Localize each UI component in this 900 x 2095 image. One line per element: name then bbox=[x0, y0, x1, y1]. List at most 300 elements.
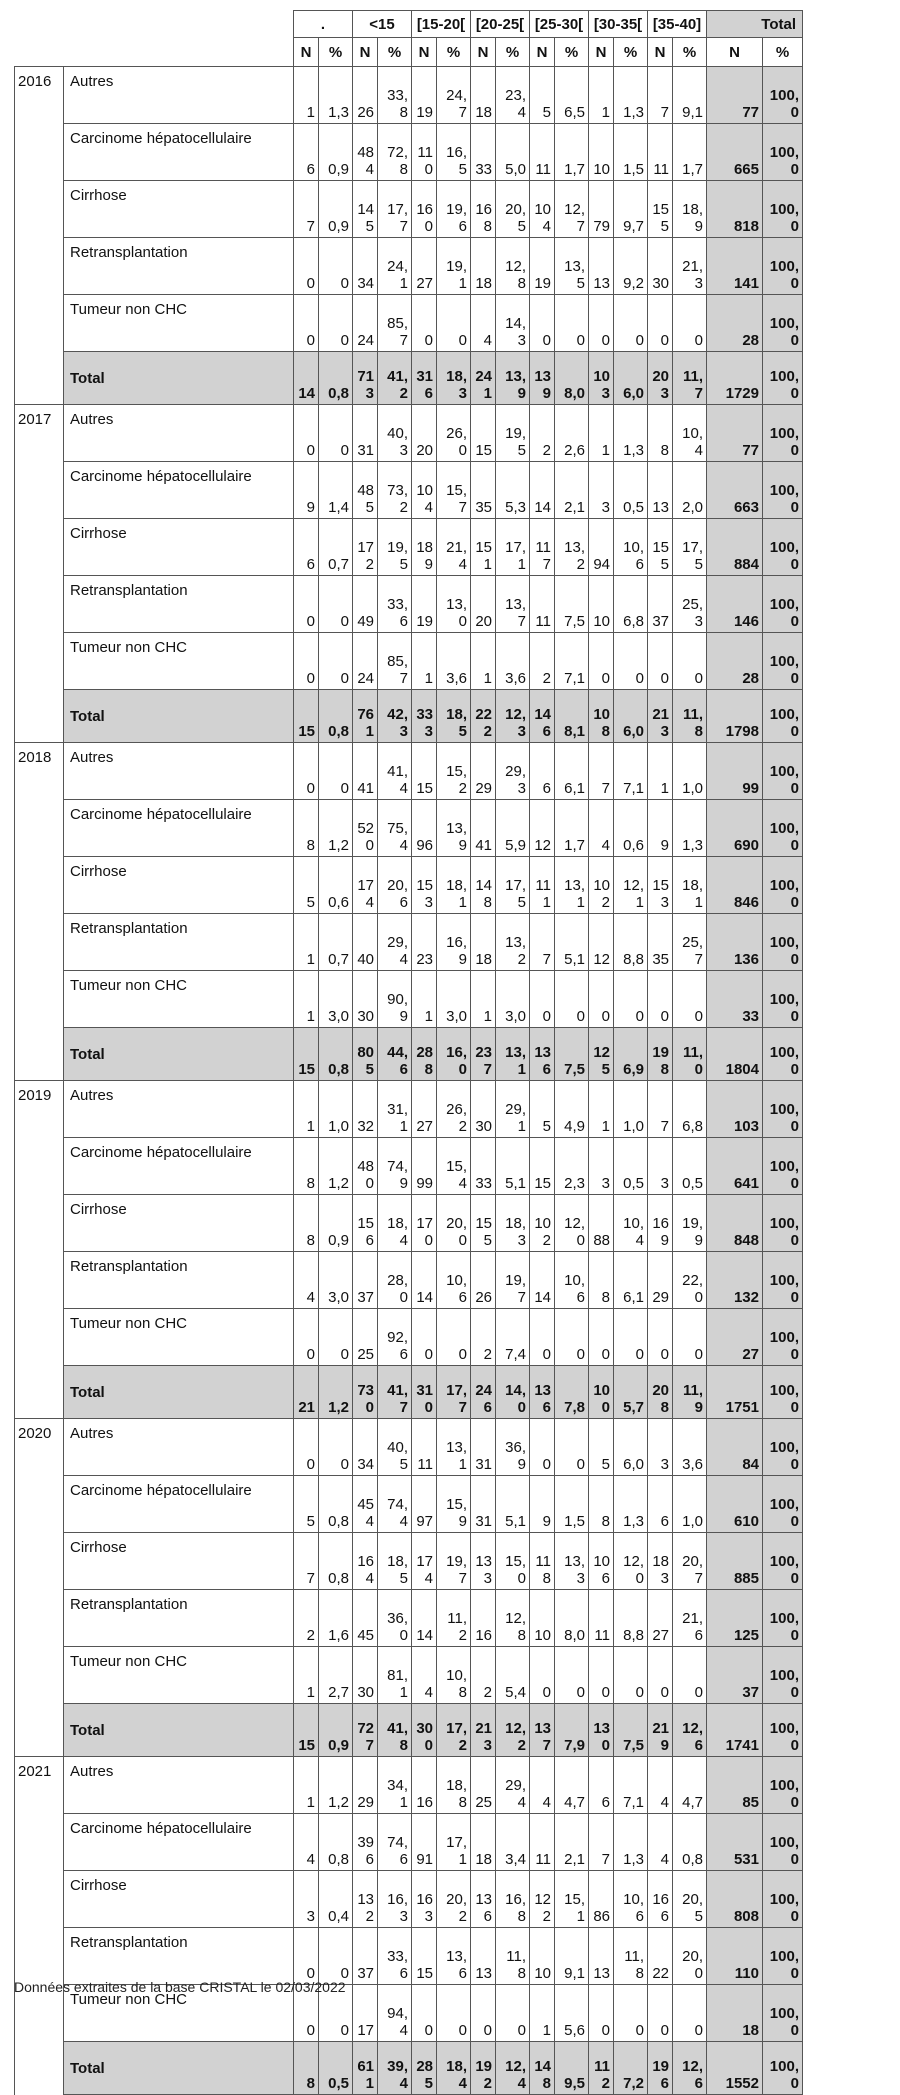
value-cell: 0 bbox=[614, 295, 648, 352]
value-cell: 18 bbox=[471, 1814, 496, 1871]
value-cell: 42,3 bbox=[378, 690, 412, 743]
row-total-value: 100,0 bbox=[763, 1195, 803, 1252]
value-cell: 19,1 bbox=[437, 238, 471, 295]
value-cell: 203 bbox=[648, 352, 673, 405]
value-cell: 316 bbox=[412, 352, 437, 405]
value-cell: 7,9 bbox=[555, 1704, 589, 1757]
value-cell: 11 bbox=[589, 1590, 614, 1647]
value-cell: 16,8 bbox=[496, 1871, 530, 1928]
row-label-cell: Retransplantation bbox=[64, 1590, 294, 1647]
total-label-cell: Total bbox=[64, 1366, 294, 1419]
row-total-value: 610 bbox=[707, 1476, 763, 1533]
value-cell: 310 bbox=[412, 1366, 437, 1419]
value-cell: 170 bbox=[412, 1195, 437, 1252]
value-cell: 5,4 bbox=[496, 1647, 530, 1704]
value-cell: 18 bbox=[471, 914, 496, 971]
row-label-cell: Retransplantation bbox=[64, 1928, 294, 1985]
value-cell: 25 bbox=[353, 1309, 378, 1366]
value-cell: 23 bbox=[412, 914, 437, 971]
value-cell: 2,6 bbox=[555, 405, 589, 462]
value-cell: 11,0 bbox=[673, 1028, 707, 1081]
value-cell: 133 bbox=[471, 1533, 496, 1590]
value-cell: 1,3 bbox=[614, 405, 648, 462]
value-cell: 122 bbox=[530, 1871, 555, 1928]
value-cell: 29,1 bbox=[496, 1081, 530, 1138]
value-cell: 100 bbox=[589, 1366, 614, 1419]
value-cell: 29 bbox=[471, 743, 496, 800]
value-cell: 0 bbox=[294, 295, 319, 352]
value-cell: 8,8 bbox=[614, 1590, 648, 1647]
value-cell: 0 bbox=[589, 1647, 614, 1704]
total-label-cell: Total bbox=[64, 1028, 294, 1081]
value-cell: 90,9 bbox=[378, 971, 412, 1028]
value-cell: 148 bbox=[530, 2042, 555, 2095]
row-total-value: 85 bbox=[707, 1757, 763, 1814]
table-row bbox=[15, 1928, 803, 1985]
row-label-cell: Tumeur non CHC bbox=[64, 633, 294, 690]
value-cell: 148 bbox=[471, 857, 496, 914]
row-total-value: 103 bbox=[707, 1081, 763, 1138]
value-cell: 30 bbox=[471, 1081, 496, 1138]
value-cell: 3 bbox=[589, 1138, 614, 1195]
value-cell: 15 bbox=[530, 1138, 555, 1195]
value-cell: 0 bbox=[412, 1309, 437, 1366]
value-cell: 5,6 bbox=[555, 1985, 589, 2042]
value-cell: 174 bbox=[412, 1533, 437, 1590]
value-cell: 132 bbox=[353, 1871, 378, 1928]
value-cell: 15,1 bbox=[555, 1871, 589, 1928]
value-cell: 0 bbox=[294, 1985, 319, 2042]
row-total-value: 100,0 bbox=[763, 914, 803, 971]
value-cell: 11,2 bbox=[437, 1590, 471, 1647]
table-row bbox=[15, 1252, 803, 1309]
value-cell: 74,4 bbox=[378, 1476, 412, 1533]
total-label-cell: Total bbox=[64, 352, 294, 405]
value-cell: 41,7 bbox=[378, 1366, 412, 1419]
value-cell: 31 bbox=[471, 1476, 496, 1533]
value-cell: 198 bbox=[648, 1028, 673, 1081]
value-cell: 106 bbox=[589, 1533, 614, 1590]
value-cell: 18,1 bbox=[673, 857, 707, 914]
value-cell: 17,5 bbox=[496, 857, 530, 914]
row-total-value: 885 bbox=[707, 1533, 763, 1590]
row-total-value: 100,0 bbox=[763, 1871, 803, 1928]
value-cell: 20,0 bbox=[437, 1195, 471, 1252]
row-total-value: 100,0 bbox=[763, 519, 803, 576]
value-cell: 33 bbox=[471, 124, 496, 181]
value-cell: 11,9 bbox=[673, 1366, 707, 1419]
row-label-cell: Retransplantation bbox=[64, 238, 294, 295]
value-cell: 168 bbox=[471, 181, 496, 238]
value-cell: 10,6 bbox=[614, 519, 648, 576]
row-label-cell: Carcinome hépatocellulaire bbox=[64, 1476, 294, 1533]
row-total-value: 100,0 bbox=[763, 690, 803, 743]
value-cell: 10,4 bbox=[614, 1195, 648, 1252]
value-cell: 11,7 bbox=[673, 352, 707, 405]
value-cell: 15 bbox=[294, 690, 319, 743]
value-cell: 0 bbox=[294, 1928, 319, 1985]
value-cell: 11 bbox=[412, 1419, 437, 1476]
value-cell: 0 bbox=[437, 1985, 471, 2042]
value-cell: 1 bbox=[589, 67, 614, 124]
table-row bbox=[15, 800, 803, 857]
value-cell: 0 bbox=[530, 971, 555, 1028]
value-cell: 37 bbox=[353, 1928, 378, 1985]
value-cell: 146 bbox=[530, 690, 555, 743]
subcolumn-header: % bbox=[378, 38, 412, 67]
row-total-value: 28 bbox=[707, 295, 763, 352]
value-cell: 18,5 bbox=[437, 690, 471, 743]
value-cell: 155 bbox=[471, 1195, 496, 1252]
value-cell: 145 bbox=[353, 181, 378, 238]
value-cell: 31 bbox=[353, 405, 378, 462]
table-row-total bbox=[15, 690, 803, 743]
row-total-value: 808 bbox=[707, 1871, 763, 1928]
row-total-value: 690 bbox=[707, 800, 763, 857]
row-total-value: 100,0 bbox=[763, 857, 803, 914]
value-cell: 25 bbox=[471, 1757, 496, 1814]
value-cell: 11,8 bbox=[673, 690, 707, 743]
value-cell: 18,1 bbox=[437, 857, 471, 914]
value-cell: 35 bbox=[648, 914, 673, 971]
column-group-header: . bbox=[294, 11, 353, 38]
value-cell: 13,9 bbox=[437, 800, 471, 857]
table-row bbox=[15, 576, 803, 633]
value-cell: 26 bbox=[353, 67, 378, 124]
value-cell: 5,0 bbox=[496, 124, 530, 181]
value-cell: 10 bbox=[530, 1928, 555, 1985]
value-cell: 169 bbox=[648, 1195, 673, 1252]
value-cell: 12,6 bbox=[673, 2042, 707, 2095]
row-total-value: 100,0 bbox=[763, 1028, 803, 1081]
row-total-value: 1741 bbox=[707, 1704, 763, 1757]
value-cell: 0 bbox=[437, 1309, 471, 1366]
row-total-value: 100,0 bbox=[763, 1704, 803, 1757]
value-cell: 9 bbox=[530, 1476, 555, 1533]
row-label-cell: Cirrhose bbox=[64, 181, 294, 238]
value-cell: 0,7 bbox=[319, 914, 353, 971]
value-cell: 16 bbox=[412, 1757, 437, 1814]
value-cell: 3,6 bbox=[496, 633, 530, 690]
value-cell: 79 bbox=[589, 181, 614, 238]
value-cell: 117 bbox=[530, 519, 555, 576]
value-cell: 222 bbox=[471, 690, 496, 743]
value-cell: 17,7 bbox=[378, 181, 412, 238]
table-row bbox=[15, 633, 803, 690]
value-cell: 18,3 bbox=[496, 1195, 530, 1252]
value-cell: 219 bbox=[648, 1704, 673, 1757]
value-cell: 136 bbox=[471, 1871, 496, 1928]
value-cell: 0 bbox=[673, 971, 707, 1028]
value-cell: 1,3 bbox=[673, 800, 707, 857]
row-label-cell: Autres bbox=[64, 67, 294, 124]
value-cell: 1,3 bbox=[319, 67, 353, 124]
value-cell: 8,0 bbox=[555, 1590, 589, 1647]
value-cell: 34 bbox=[353, 238, 378, 295]
table-row bbox=[15, 1081, 803, 1138]
value-cell: 27 bbox=[412, 1081, 437, 1138]
value-cell: 18,4 bbox=[378, 1195, 412, 1252]
value-cell: 485 bbox=[353, 462, 378, 519]
value-cell: 19,9 bbox=[673, 1195, 707, 1252]
table-row bbox=[15, 405, 803, 462]
year-cell: 2017 bbox=[15, 405, 64, 743]
value-cell: 0 bbox=[530, 295, 555, 352]
subcolumn-header: % bbox=[763, 38, 803, 67]
value-cell: 13 bbox=[589, 238, 614, 295]
value-cell: 160 bbox=[412, 181, 437, 238]
value-cell: 34 bbox=[353, 1419, 378, 1476]
row-label-cell: Cirrhose bbox=[64, 519, 294, 576]
value-cell: 21 bbox=[294, 1366, 319, 1419]
row-total-value: 665 bbox=[707, 124, 763, 181]
subcolumn-header: % bbox=[319, 38, 353, 67]
value-cell: 189 bbox=[412, 519, 437, 576]
value-cell: 29 bbox=[648, 1252, 673, 1309]
value-cell: 8 bbox=[294, 2042, 319, 2095]
value-cell: 484 bbox=[353, 124, 378, 181]
value-cell: 8 bbox=[294, 1195, 319, 1252]
value-cell: 34,1 bbox=[378, 1757, 412, 1814]
value-cell: 3,0 bbox=[437, 971, 471, 1028]
value-cell: 0 bbox=[614, 1309, 648, 1366]
table-row bbox=[15, 1533, 803, 1590]
table-row bbox=[15, 1195, 803, 1252]
row-total-value: 37 bbox=[707, 1647, 763, 1704]
row-label-cell: Autres bbox=[64, 1419, 294, 1476]
value-cell: 1,0 bbox=[673, 1476, 707, 1533]
value-cell: 611 bbox=[353, 2042, 378, 2095]
table-row bbox=[15, 238, 803, 295]
value-cell: 28,0 bbox=[378, 1252, 412, 1309]
value-cell: 11 bbox=[648, 124, 673, 181]
value-cell: 7,5 bbox=[614, 1704, 648, 1757]
value-cell: 19 bbox=[412, 576, 437, 633]
table-row-total bbox=[15, 1704, 803, 1757]
value-cell: 0,6 bbox=[614, 800, 648, 857]
value-cell: 72,8 bbox=[378, 124, 412, 181]
value-cell: 13,6 bbox=[437, 1928, 471, 1985]
table-row bbox=[15, 462, 803, 519]
value-cell: 761 bbox=[353, 690, 378, 743]
value-cell: 6 bbox=[648, 1476, 673, 1533]
value-cell: 20,6 bbox=[378, 857, 412, 914]
value-cell: 7,5 bbox=[555, 1028, 589, 1081]
value-cell: 153 bbox=[648, 857, 673, 914]
row-total-value: 99 bbox=[707, 743, 763, 800]
value-cell: 15,2 bbox=[437, 743, 471, 800]
value-cell: 3 bbox=[589, 462, 614, 519]
value-cell: 137 bbox=[530, 1704, 555, 1757]
value-cell: 6,1 bbox=[555, 743, 589, 800]
value-cell: 15 bbox=[471, 405, 496, 462]
value-cell: 1,2 bbox=[319, 1138, 353, 1195]
row-label-cell: Tumeur non CHC bbox=[64, 1647, 294, 1704]
row-total-value: 1804 bbox=[707, 1028, 763, 1081]
value-cell: 4 bbox=[648, 1757, 673, 1814]
value-cell: 0 bbox=[294, 743, 319, 800]
value-cell: 75,4 bbox=[378, 800, 412, 857]
row-total-value: 146 bbox=[707, 576, 763, 633]
value-cell: 102 bbox=[589, 857, 614, 914]
value-cell: 10,6 bbox=[437, 1252, 471, 1309]
row-total-value: 100,0 bbox=[763, 405, 803, 462]
value-cell: 29,3 bbox=[496, 743, 530, 800]
value-cell: 0 bbox=[589, 633, 614, 690]
value-cell: 19,7 bbox=[496, 1252, 530, 1309]
row-total-value: 100,0 bbox=[763, 1757, 803, 1814]
row-total-value: 100,0 bbox=[763, 1252, 803, 1309]
value-cell: 19,5 bbox=[378, 519, 412, 576]
value-cell: 13 bbox=[471, 1928, 496, 1985]
value-cell: 3,6 bbox=[673, 1419, 707, 1476]
row-label-cell: Tumeur non CHC bbox=[64, 295, 294, 352]
value-cell: 44,6 bbox=[378, 1028, 412, 1081]
value-cell: 12,4 bbox=[496, 2042, 530, 2095]
value-cell: 0,8 bbox=[319, 1476, 353, 1533]
value-cell: 0 bbox=[319, 238, 353, 295]
value-cell: 13,3 bbox=[555, 1533, 589, 1590]
value-cell: 12,7 bbox=[555, 181, 589, 238]
value-cell: 2,1 bbox=[555, 462, 589, 519]
value-cell: 9,7 bbox=[614, 181, 648, 238]
value-cell: 7,1 bbox=[555, 633, 589, 690]
table-row bbox=[15, 743, 803, 800]
table-row-total bbox=[15, 1366, 803, 1419]
table-row bbox=[15, 519, 803, 576]
value-cell: 103 bbox=[589, 352, 614, 405]
value-cell: 0 bbox=[530, 1647, 555, 1704]
subcolumn-header: N bbox=[471, 38, 496, 67]
row-total-value: 84 bbox=[707, 1419, 763, 1476]
value-cell: 7,2 bbox=[614, 2042, 648, 2095]
value-cell: 213 bbox=[648, 690, 673, 743]
table-container bbox=[14, 10, 803, 2095]
value-cell: 1,7 bbox=[673, 124, 707, 181]
value-cell: 18 bbox=[471, 238, 496, 295]
total-label-cell: Total bbox=[64, 1704, 294, 1757]
value-cell: 1 bbox=[648, 743, 673, 800]
value-cell: 94,4 bbox=[378, 1985, 412, 2042]
row-total-value: 1729 bbox=[707, 352, 763, 405]
value-cell: 1 bbox=[471, 971, 496, 1028]
value-cell: 91 bbox=[412, 1814, 437, 1871]
value-cell: 112 bbox=[589, 2042, 614, 2095]
row-total-value: 110 bbox=[707, 1928, 763, 1985]
table-row bbox=[15, 124, 803, 181]
value-cell: 10 bbox=[589, 124, 614, 181]
value-cell: 0 bbox=[648, 971, 673, 1028]
value-cell: 10,6 bbox=[555, 1252, 589, 1309]
value-cell: 15,0 bbox=[496, 1533, 530, 1590]
value-cell: 32 bbox=[353, 1081, 378, 1138]
row-total-value: 125 bbox=[707, 1590, 763, 1647]
row-total-value: 100,0 bbox=[763, 1419, 803, 1476]
value-cell: 7,1 bbox=[614, 743, 648, 800]
value-cell: 0 bbox=[412, 1985, 437, 2042]
value-cell: 85,7 bbox=[378, 295, 412, 352]
table-row bbox=[15, 1138, 803, 1195]
value-cell: 8 bbox=[589, 1476, 614, 1533]
table-row bbox=[15, 1309, 803, 1366]
value-cell: 0 bbox=[673, 1647, 707, 1704]
year-cell: 2018 bbox=[15, 743, 64, 1081]
subcolumn-header: N bbox=[412, 38, 437, 67]
row-label-cell: Cirrhose bbox=[64, 1533, 294, 1590]
value-cell: 18,4 bbox=[437, 2042, 471, 2095]
value-cell: 0 bbox=[294, 1419, 319, 1476]
value-cell: 22 bbox=[648, 1928, 673, 1985]
value-cell: 125 bbox=[589, 1028, 614, 1081]
value-cell: 39,4 bbox=[378, 2042, 412, 2095]
value-cell: 13,2 bbox=[496, 914, 530, 971]
subcolumn-header: N bbox=[648, 38, 673, 67]
value-cell: 10,8 bbox=[437, 1647, 471, 1704]
value-cell: 21,6 bbox=[673, 1590, 707, 1647]
table-row bbox=[15, 1590, 803, 1647]
row-label-cell: Tumeur non CHC bbox=[64, 971, 294, 1028]
value-cell: 13 bbox=[648, 462, 673, 519]
table-row-total bbox=[15, 1028, 803, 1081]
value-cell: 14 bbox=[412, 1590, 437, 1647]
value-cell: 24 bbox=[353, 633, 378, 690]
year-cell: 2020 bbox=[15, 1419, 64, 1757]
value-cell: 11,8 bbox=[614, 1928, 648, 1985]
value-cell: 17,1 bbox=[437, 1814, 471, 1871]
value-cell: 1,7 bbox=[555, 124, 589, 181]
row-label-cell: Retransplantation bbox=[64, 914, 294, 971]
source-footnote: Données extraites de la base CRISTAL le 02/03/2022 bbox=[14, 1979, 346, 1995]
table-row bbox=[15, 1476, 803, 1533]
value-cell: 12,0 bbox=[555, 1195, 589, 1252]
value-cell: 172 bbox=[353, 519, 378, 576]
row-total-value: 100,0 bbox=[763, 576, 803, 633]
value-cell: 2 bbox=[471, 1647, 496, 1704]
table-row bbox=[15, 857, 803, 914]
value-cell: 8,0 bbox=[555, 352, 589, 405]
value-cell: 9 bbox=[648, 800, 673, 857]
value-cell: 151 bbox=[471, 519, 496, 576]
row-label-cell: Autres bbox=[64, 1757, 294, 1814]
value-cell: 6 bbox=[589, 1757, 614, 1814]
year-cell: 2016 bbox=[15, 67, 64, 405]
value-cell: 7,8 bbox=[555, 1366, 589, 1419]
value-cell: 14 bbox=[530, 1252, 555, 1309]
value-cell: 730 bbox=[353, 1366, 378, 1419]
value-cell: 15 bbox=[294, 1028, 319, 1081]
value-cell: 10,4 bbox=[673, 405, 707, 462]
subcolumn-header: N bbox=[353, 38, 378, 67]
value-cell: 36,0 bbox=[378, 1590, 412, 1647]
value-cell: 3,0 bbox=[496, 971, 530, 1028]
value-cell: 300 bbox=[412, 1704, 437, 1757]
value-cell: 0 bbox=[555, 971, 589, 1028]
subcolumn-header: N bbox=[530, 38, 555, 67]
value-cell: 520 bbox=[353, 800, 378, 857]
year-cell: 2019 bbox=[15, 1081, 64, 1419]
row-label-cell: Tumeur non CHC bbox=[64, 1309, 294, 1366]
value-cell: 6 bbox=[294, 124, 319, 181]
value-cell: 0 bbox=[319, 1419, 353, 1476]
value-cell: 0,5 bbox=[673, 1138, 707, 1195]
value-cell: 1,7 bbox=[555, 800, 589, 857]
value-cell: 26,2 bbox=[437, 1081, 471, 1138]
value-cell: 36,9 bbox=[496, 1419, 530, 1476]
row-total-value: 1552 bbox=[707, 2042, 763, 2095]
value-cell: 7 bbox=[648, 67, 673, 124]
value-cell: 2 bbox=[471, 1309, 496, 1366]
value-cell: 29,4 bbox=[496, 1757, 530, 1814]
